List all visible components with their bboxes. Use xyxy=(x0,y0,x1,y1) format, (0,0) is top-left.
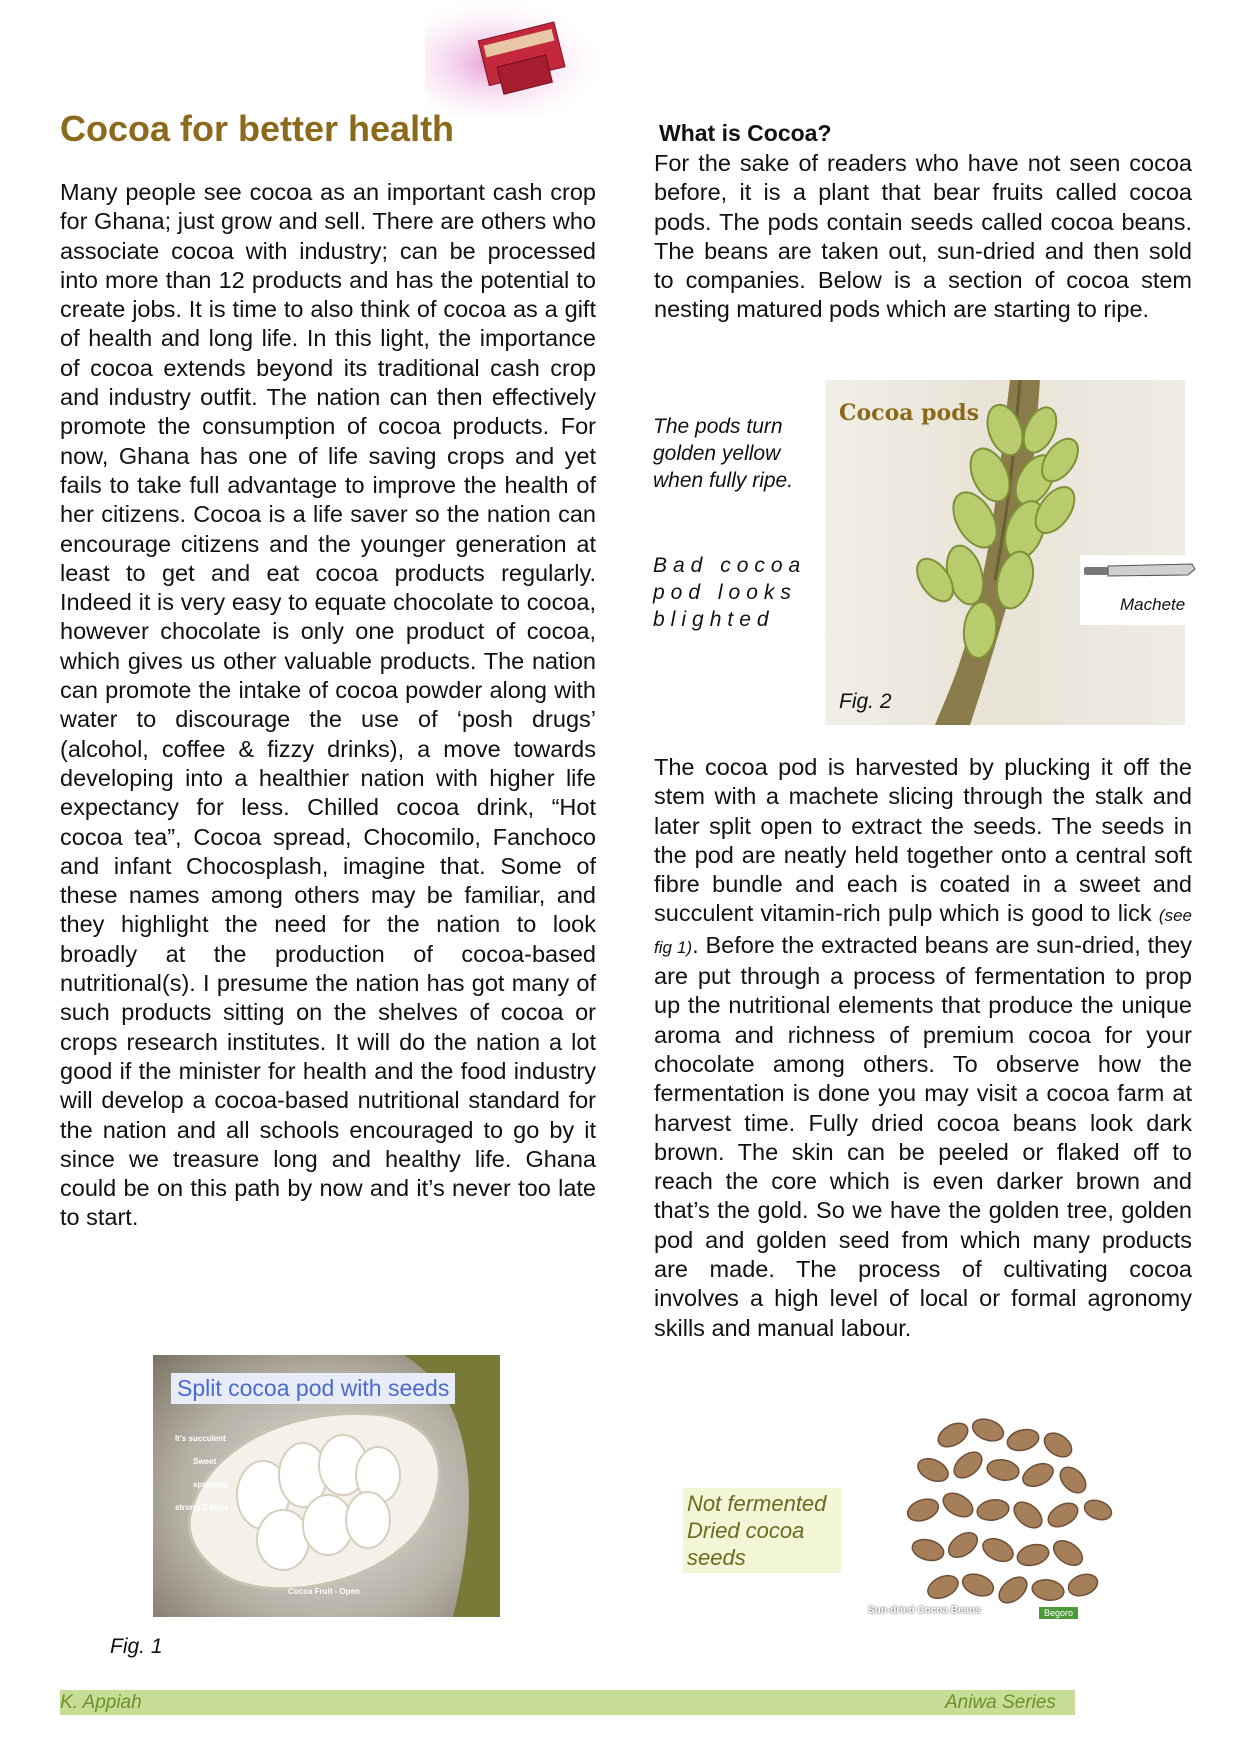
bad-pod-caption xyxy=(653,552,813,633)
fig1-label: Fig. 1 xyxy=(110,1635,163,1658)
cocoa-pods-image-title: Cocoa pods xyxy=(839,400,979,426)
fig1-note: It's succulent xyxy=(175,1434,226,1443)
fig1-note: strong C taste xyxy=(175,1503,229,1512)
footer-author: K. Appiah xyxy=(60,1692,142,1713)
fig1-bottom-caption: Cocoa Fruit - Open xyxy=(288,1587,360,1596)
footer-series: Aniwa Series xyxy=(945,1692,1056,1713)
ripe-pods-caption xyxy=(653,413,803,494)
beans-caption: Not fermented Dried cocoa seeds xyxy=(683,1488,841,1573)
what-is-cocoa-heading: What is Cocoa? xyxy=(659,120,832,146)
footer-bar xyxy=(60,1690,1075,1715)
beans-image-caption: Sun-dried Cocoa Beans xyxy=(868,1605,981,1616)
fig2-label: Fig. 2 xyxy=(839,690,892,713)
chocolate-box-image xyxy=(425,0,620,115)
beans-brand-badge: Begoro xyxy=(1039,1607,1078,1619)
split-cocoa-pod-image xyxy=(153,1355,500,1617)
machete-illustration xyxy=(1080,555,1200,625)
cocoa-pods-image xyxy=(825,380,1185,725)
fig1-image-title: Split cocoa pod with seeds xyxy=(171,1373,455,1404)
what-is-cocoa-text: For the sake of readers who have not seen cocoa before, it is a plant that bear fruits called cocoa pods. The pods contain seeds called cocoa beans. The beans are taken out, sun-dried and then sold to companies. Below is a section of cocoa stem nesting matured pods which are starting to ripe. xyxy=(654,150,1192,323)
fig1-note: spetising xyxy=(193,1480,229,1489)
fig1-reference: (see fig 1) xyxy=(654,906,1192,957)
main-article-text: Many people see cocoa as an important cash crop for Ghana; just grow and sell. There are others who associate cocoa with industry; can be processed into more than 12 products and has the potential to create jobs. It is time to also think of cocoa as a gift of health and long life. In this light, the importance of cocoa extends beyond its traditional cash crop and industry outfit. The nation can then effectively promote the consumption of cocoa products. For now, Ghana has one of life saving crops and yet fails to take full advantage to improve the health of her citizens. Cocoa is a life saver so the nation can encourage citizens and the younger generation at least to get and eat cocoa products regularly. Indeed it is very easy to equate chocolate to cocoa, however chocolate is only one product of cocoa, which gives us other valuable products. The nation can promote the intake of cocoa powder along with water to discourage the use of ‘posh drugs’ (alcohol, coffee & fizzy drinks), a move towards developing into a healthier nation with higher life expectancy for less. Chilled cocoa drink, “Hot cocoa tea”, Cocoa spread, Chocomilo, Fanchoco and infant Chocosplash, imagine that. Some of these names among others may be familiar, and they highlight the need for the nation to look broadly at the production of cocoa-based nutritional(s). I presume the nation has got many of such products sitting on the shelves of cocoa or crops research institutes. It will do the nation a lot good if the minister for health and the food industry will develop a cocoa-based nutritional standard for the nation and all schools encouraged to go by it since we treasure long and healthy life. Ghana could be on this path by now and it’s never too late to start. xyxy=(60,179,596,1231)
dried-cocoa-beans-image xyxy=(813,1405,1118,1637)
machete-label: Machete xyxy=(1120,595,1186,614)
bad-pod-caption-text: Bad cocoa pod looks blighted xyxy=(653,554,807,631)
harvest-text-part1: The cocoa pod is harvested by plucking it off the stem with a machete slicing through the stalk and later split open to extract the seeds. The seeds in the pod are neatly held together onto a central soft fibre bundle and each is coated in a sweet and succulent vitamin-rich pulp which is good to lick xyxy=(654,754,1192,927)
fig1-note: Sweet xyxy=(193,1457,217,1466)
harvest-text-part2: . Before the extracted beans are sun-dried, they are put through a process of fermentation to prop up the nutritional elements that produce the unique aroma and richness of premium cocoa for your chocolate among others. To observe how the fermentation is done you may visit a cocoa farm at harvest time. Fully dried cocoa beans look dark brown. The skin can be peeled or flaked off to reach the core which is even darker brown and that’s the gold. So we have the golden tree, golden pod and golden seed from which many products are made. The process of cultivating cocoa involves a high level of local or formal agronomy skills and manual labour. xyxy=(654,931,1192,1341)
page-title: Cocoa for better health xyxy=(60,108,455,149)
harvest-text xyxy=(654,753,1192,1343)
ripe-pods-caption-text: The pods turn golden yellow when fully ripe. xyxy=(653,415,794,492)
fig1-notes xyxy=(175,1427,229,1519)
